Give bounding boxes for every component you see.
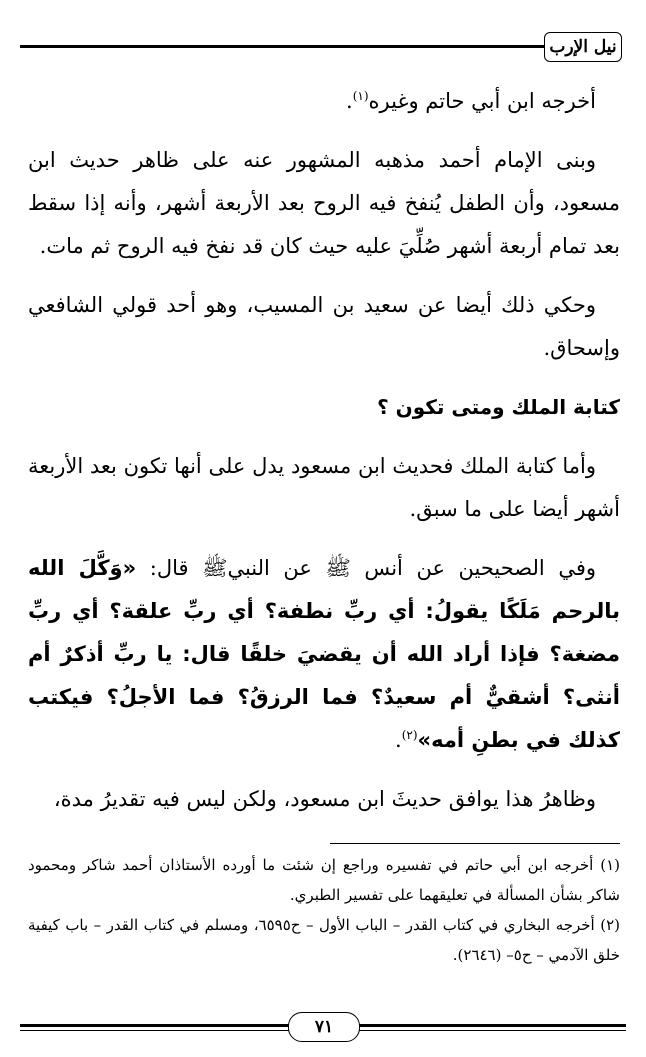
paragraph-5-end: .: [395, 728, 402, 752]
paragraph-1-text: أخرجه ابن أبي حاتم وغيره: [368, 89, 596, 113]
paragraph-4: وأما كتابة الملك فحديث ابن مسعود يدل على أنها تكون بعد الأربعة أشهر أيضا على ما سبق.: [28, 454, 620, 521]
hadith-quote: «وَكَّلَ الله بالرحم مَلَكًا يقولُ: أي ربِّ نطفة؟ أي ربِّ علقة؟ أي ربِّ مضغة؟ فإذا أراد الله أن يقضيَ خلقًا قال: يا ربِّ أذكرٌ أم أنثى؟ أشقيٌّ أم سعيدٌ؟ فما الرزقُ؟ فما الأجلُ؟ فيكتب كذلك في بطنِ أمه»: [28, 556, 620, 752]
paragraph-5: [28, 547, 620, 762]
section-title: كتابة الملك ومتى تكون ؟: [377, 395, 620, 419]
footnotes: [28, 850, 620, 970]
paragraph-6: وظاهرُ هذا يوافق حديثَ ابن مسعود، ولكن ليس فيه تقديرُ مدة،: [53, 787, 596, 811]
paragraph-2: وبنى الإمام أحمد مذهبه المشهور عنه على ظاهر حديث ابن مسعود، وأن الطفل يُنفخ فيه الروح بعد الأربعة أشهر، وأنه إذا سقط بعد تمام أربعة أشهر صُلِّيَ عليه حيث كان قد نفخ فيه الروح ثم مات.: [28, 148, 620, 258]
paragraph-5-intro: وفي الصحيحين عن أنس ﷺ عن النبيﷺ قال:: [136, 556, 596, 580]
footnote-ref-1: (١): [352, 89, 369, 103]
footnote-ref-2: (٢): [401, 728, 418, 742]
footnote-1: (١) أخرجه ابن أبي حاتم في تفسيره وراجع إن شئت ما أورده الأستاذان أحمد شاكر ومحمود شاكر بشأن المسألة في تعليقهما على تفسير الطبري.: [28, 856, 620, 904]
paragraph-1-end: .: [346, 89, 353, 113]
book-title: نيل الإرب: [544, 32, 622, 62]
paragraph-1: [28, 80, 620, 123]
footnote-separator: [330, 843, 620, 844]
page-footer: [20, 1012, 626, 1042]
header-rule: [20, 45, 600, 48]
paragraph-3: وحكي ذلك أيضا عن سعيد بن المسيب، وهو أحد قولي الشافعي وإسحاق.: [28, 293, 620, 360]
running-header: [20, 30, 632, 64]
footnote-2: (٢) أخرجه البخاري في كتاب القدر – الباب الأول – ح٦٥٩٥، ومسلم في كتاب القدر – باب كيفية خلق الآدمي – ح٥– (٢٦٤٦).: [28, 916, 620, 964]
main-text: [28, 80, 620, 837]
page-number: ٧١: [288, 1012, 360, 1042]
